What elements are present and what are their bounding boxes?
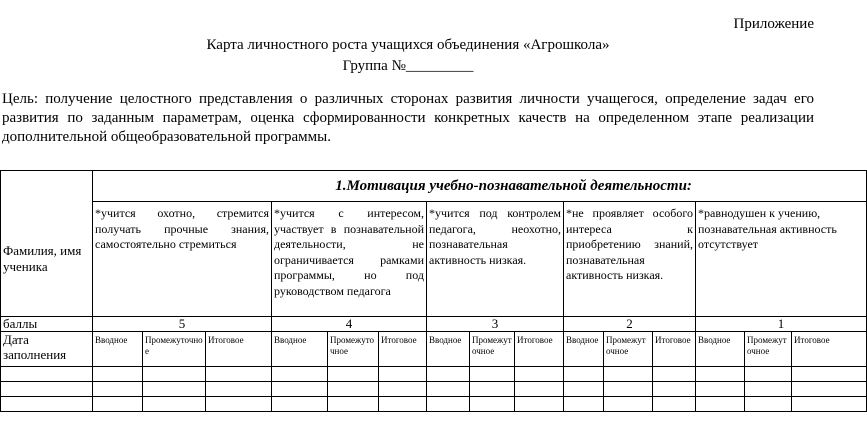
goal-line-2: развития по заданным параметрам, оценка сформированности конкретных качеств на определенном этапе реализации <box>2 110 814 126</box>
sub-intermediate-4: Промежуточное <box>328 332 379 367</box>
sub-final-4: Итоговое <box>379 332 427 367</box>
growth-card-table <box>0 170 867 412</box>
group-number-field: Группа №_________ <box>342 58 474 74</box>
criterion-score-3: *учится под контролем педагога, неохотно, познавательная активность низкая. <box>427 202 564 317</box>
sub-initial-4: Вводное <box>272 332 328 367</box>
section-title: 1.Мотивация учебно-познавательной деятельности: <box>93 171 867 202</box>
sub-final-2: Итоговое <box>653 332 696 367</box>
sub-final-5: Итоговое <box>206 332 272 367</box>
date-row-label: Дата заполнения <box>1 332 93 367</box>
student-name-header: Фамилия, имя ученика <box>1 171 93 317</box>
sub-intermediate-2: Промежуточное <box>604 332 653 367</box>
sub-intermediate-1: Промежуточное <box>745 332 792 367</box>
sub-initial-2: Вводное <box>564 332 604 367</box>
table-row <box>1 397 867 412</box>
sub-initial-3: Вводное <box>427 332 470 367</box>
sub-final-3: Итоговое <box>515 332 564 367</box>
sub-initial-1: Вводное <box>696 332 745 367</box>
document-title: Карта личностного роста учащихся объединения «Агрошкола» <box>206 37 610 53</box>
goal-paragraph <box>2 90 814 147</box>
score-5: 5 <box>93 317 272 332</box>
sub-initial-5: Вводное <box>93 332 143 367</box>
table-row <box>1 367 867 382</box>
sub-final-1: Итоговое <box>792 332 867 367</box>
score-4: 4 <box>272 317 427 332</box>
criterion-score-5: *учится охотно, стремится получать прочные знания, самостоятельно стремиться <box>93 202 272 317</box>
score-2: 2 <box>564 317 696 332</box>
table-row <box>1 382 867 397</box>
criterion-score-2: *не проявляет особого интереса к приобретению знаний, познавательная активность низкая. <box>564 202 696 317</box>
goal-line-3: дополнительной общеобразовательной программы. <box>2 129 331 145</box>
sub-intermediate-5: Промежуточное <box>143 332 206 367</box>
criterion-score-4: *учится с интересом, участвует в познавательной деятельности, не ограничивается рамками программы, но под руководством педагога <box>272 202 427 317</box>
appendix-label: Приложение <box>733 16 814 32</box>
criterion-score-1: *равнодушен к учению, познавательная активность отсутствует <box>696 202 867 317</box>
sub-intermediate-3: Промежуточное <box>470 332 515 367</box>
score-3: 3 <box>427 317 564 332</box>
goal-line-1: Цель: получение целостного представления о различных сторонах развития личности учащегося, определение задач его <box>2 91 814 107</box>
score-1: 1 <box>696 317 867 332</box>
score-row-label: баллы <box>1 317 93 332</box>
